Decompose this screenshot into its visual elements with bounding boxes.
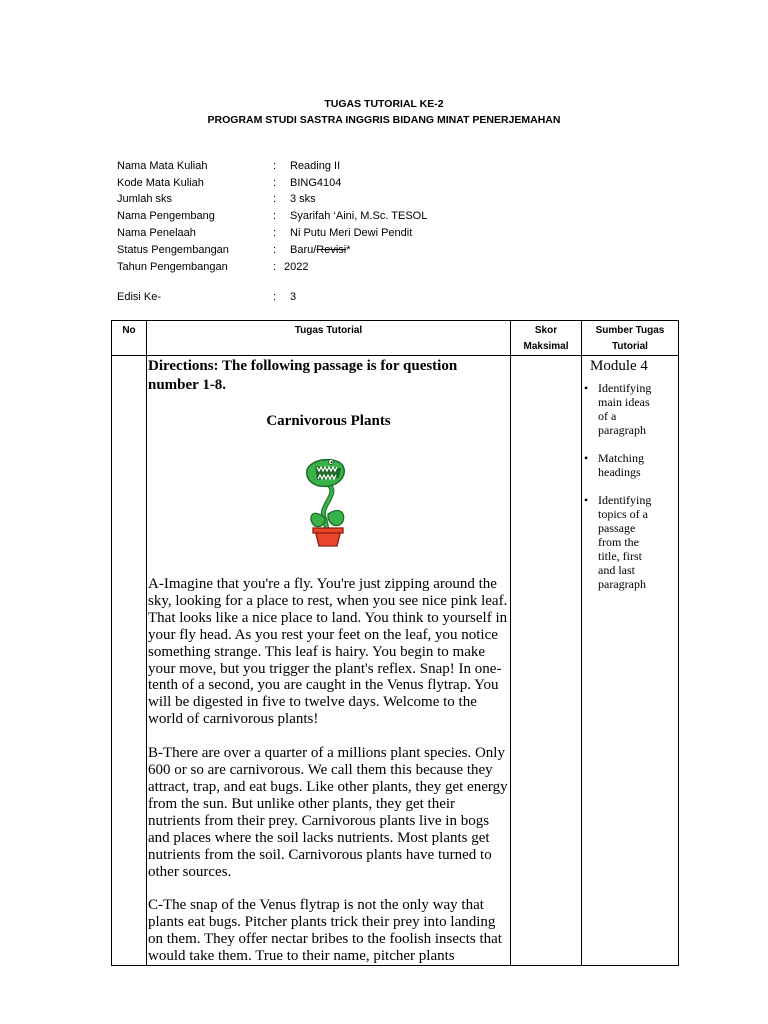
meta-value — [290, 242, 351, 258]
bullet-icon: • — [584, 493, 589, 507]
meta-colon: : — [273, 227, 277, 239]
bullet-icon: • — [584, 381, 589, 395]
header-task: Tugas Tutorial — [147, 321, 511, 356]
tutorial-task-table — [111, 320, 679, 966]
meta-colon: : — [273, 160, 277, 172]
meta-colon: : — [273, 244, 277, 256]
source-list — [582, 381, 678, 591]
meta-value: 2022 — [284, 261, 309, 273]
cell-task — [147, 356, 511, 966]
paragraph-c: C-The snap of the Venus flytrap is not the only way that plants eat bugs. Pitcher plants trick their prey into landing on them. They offer nectar bribes to the foolish insects that would take them. True to their name, pitcher plants — [148, 897, 502, 965]
meta-value: 3 sks — [290, 193, 316, 205]
meta-value: BING4104 — [290, 177, 342, 189]
cell-no — [112, 356, 147, 966]
meta-colon: : — [273, 261, 277, 273]
program-title: PROGRAM STUDI SASTRA INGGRIS BIDANG MINAT PENERJEMAHAN — [207, 114, 561, 126]
assignment-title: TUGAS TUTORIAL KE-2 — [324, 98, 444, 110]
meta-label: Kode Mata Kuliah — [117, 177, 204, 189]
directions-text: Directions: The following passage is for question number 1-8. — [148, 358, 458, 393]
cell-max-score — [511, 356, 582, 966]
meta-value: Ni Putu Meri Dewi Pendit — [290, 227, 413, 239]
status-new: Baru/ — [290, 244, 317, 256]
meta-label: Nama Penelaah — [117, 227, 196, 239]
table-row — [112, 356, 679, 966]
header-no: No — [112, 321, 147, 356]
meta-label: Jumlah sks — [117, 193, 173, 205]
meta-label: Nama Pengembang — [117, 210, 215, 222]
meta-label: Status Pengembangan — [117, 244, 229, 256]
bullet-icon: • — [584, 451, 589, 465]
meta-colon: : — [273, 177, 277, 189]
paragraph-a: A-Imagine that you're a fly. You're just zipping around the sky, looking for a place to rest, when you see nice pink leaf. That looks like a nice place to land. You think to yourself in your fly head. As you rest your feet on the leaf, you notice something strange. This leaf is hairy. You begin to make your move, but you trigger the plant's reflex. Snap! In one-tenth of a second, you are caught in the Venus flytrap. You will be digested in five to twelve days. Welcome to the world of carnivorous plants! — [148, 576, 508, 728]
header-max-score: Skor Maksimal — [511, 321, 582, 356]
list-item: • Matching headings — [584, 451, 644, 479]
meta-colon: : — [273, 291, 277, 303]
meta-label: Edisi Ke- — [117, 291, 162, 303]
status-footnote-mark: * — [346, 244, 351, 256]
meta-value: Syarifah ‘Aini, M.Sc. TESOL — [290, 210, 428, 222]
meta-value: 3 — [290, 291, 297, 303]
meta-colon: : — [273, 193, 277, 205]
carnivorous-plant-icon — [301, 454, 357, 548]
list-item: • Identifying topics of a passage from the title, first and last paragraph — [584, 493, 652, 591]
header-source: Sumber Tugas Tutorial — [582, 321, 679, 356]
passage-title: Carnivorous Plants — [266, 413, 391, 429]
paragraph-b: B-There are over a quarter of a millions plant species. Only 600 or so are carnivorous. We call them this because they attract, trap, and eat bugs. Like other plants, they get energy from the sun. But unlike other plants, they get their nutrients from their prey. Carnivorous plants live in bogs and places where the soil lacks nutrients. Most plants get nutrients from the soil. Carnivorous plants have turned to other sources. — [148, 745, 508, 880]
list-item: • Identifying main ideas of a paragraph — [584, 381, 652, 437]
meta-value: Reading II — [290, 160, 341, 172]
cell-source — [582, 356, 679, 966]
meta-colon: : — [273, 210, 277, 222]
meta-label: Nama Mata Kuliah — [117, 160, 208, 172]
table-header-row — [112, 321, 679, 356]
module-label: Module 4 — [590, 358, 648, 374]
status-revision-struck: Revisi — [316, 244, 347, 256]
meta-label: Tahun Pengembangan — [117, 261, 228, 273]
